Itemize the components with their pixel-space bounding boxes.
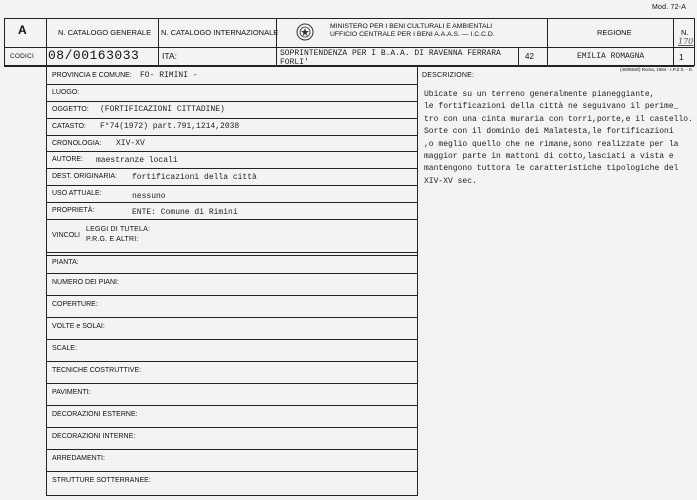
proprieta-label: PROPRIETÀ: [52,207,95,214]
volte-solai-label: VOLTE e SOLAI: [52,323,105,330]
catasto-value: F°74(1972) part.791,1214,2038 [100,122,240,131]
scale-label: SCALE: [52,345,77,352]
luogo-label: LUOGO: [52,89,80,96]
n-value: 1 [679,52,684,62]
descrizione-line: maggior parte in mattoni di cotto,lasciati a vista e [424,152,674,162]
n-label: N. [681,28,689,37]
uso-attuale-value: nessuno [132,192,166,201]
form-letter: A [18,23,27,37]
descrizione-line: Sorte con il dominio dei Malatesta,le fortificazioni [424,127,674,137]
republic-emblem-icon [296,22,314,47]
soprintendenza-line-1: SOPRINTENDENZA PER I B.A.A. DI RAVENNA FERRARA [280,49,501,58]
dest-originaria-value: fortificazioni della città [132,173,257,182]
pavimenti-label: PAVIMENTI: [52,389,91,396]
ministry-line-1: MINISTERO PER I BENI CULTURALI E AMBIENTALI [330,23,493,30]
proprieta-value: ENTE: Comune di Rimini [132,208,238,217]
decorazioni-esterne-label: DECORAZIONI ESTERNE: [52,411,138,418]
codici-label: CODICI [10,53,34,60]
catalogo-generale-label: N. CATALOGO GENERALE [58,28,152,37]
oggetto-label: OGGETTO: [52,106,89,113]
descrizione-line: tro con una cinta muraria con torri,porte,e il castello. [424,114,693,124]
form-model-code: Mod. 72-A [652,4,687,11]
cronologia-label: CRONOLOGIA: [52,140,102,147]
code-42: 42 [525,52,534,61]
leggi-tutela-label: LEGGI DI TUTELA: [86,226,151,233]
arredamenti-label: ARREDAMENTI: [52,455,105,462]
n-handwritten: 170 [678,37,694,46]
catalogo-generale-value: 08/00163033 [48,48,140,63]
oggetto-value: (FORTIFICAZIONI CITTADINE) [100,105,225,114]
provincia-label: PROVINCIA E COMUNE: [52,72,132,79]
cronologia-value: XIV-XV [116,139,145,148]
decorazioni-interne-label: DECORAZIONI INTERNE: [52,433,136,440]
catasto-label: CATASTO: [52,123,86,130]
regione-value: EMILIA ROMAGNA [577,52,645,61]
descrizione-line: le fortificazioni della città ne seguivano il perime_ [424,102,679,112]
print-info: (4005530) Roma, 1984 - I.P.Z.S. - S. [620,67,693,72]
regione-label: REGIONE [597,28,632,37]
descrizione-line: XIV-XV sec. [424,176,477,186]
provincia-value: FO- RIMINI - [140,71,198,80]
vincoli-label: VINCOLI [52,232,81,239]
numero-piani-label: NUMERO DEI PIANI: [52,279,119,286]
pianta-label: PIANTA: [52,259,79,266]
strutture-sotterranee-label: STRUTTURE SOTTERRANEE: [52,477,151,484]
autore-label: AUTORE: [52,156,83,163]
catalogo-internazionale-label: N. CATALOGO INTERNAZIONALE [161,28,279,37]
dest-originaria-label: DEST. ORIGINARIA: [52,173,117,180]
uso-attuale-label: USO ATTUALE: [52,190,102,197]
ministry-line-2: UFFICIO CENTRALE PER I BENI A.A.A.S. — I.C.C.D. [330,31,495,38]
descrizione-label: DESCRIZIONE: [422,72,475,79]
descrizione-line: Ubicate su un terreno generalmente pianeggiante, [424,90,655,99]
soprintendenza-line-2: FORLI' [280,58,309,67]
descrizione-line: ,o meglio quello che ne rimane,sono realizzate per la [424,139,679,149]
prg-altri-label: P.R.G. E ALTRI: [86,236,139,243]
tecniche-costruttive-label: TECNICHE COSTRUTTIVE: [52,367,142,374]
autore-value: maestranze locali [96,156,178,165]
descrizione-body [424,89,693,188]
catalogo-internazionale-value: ITA: [162,51,177,61]
descrizione-line: mantengono tuttora le caratteristiche tipologiche del [424,164,679,174]
coperture-label: COPERTURE: [52,301,98,308]
